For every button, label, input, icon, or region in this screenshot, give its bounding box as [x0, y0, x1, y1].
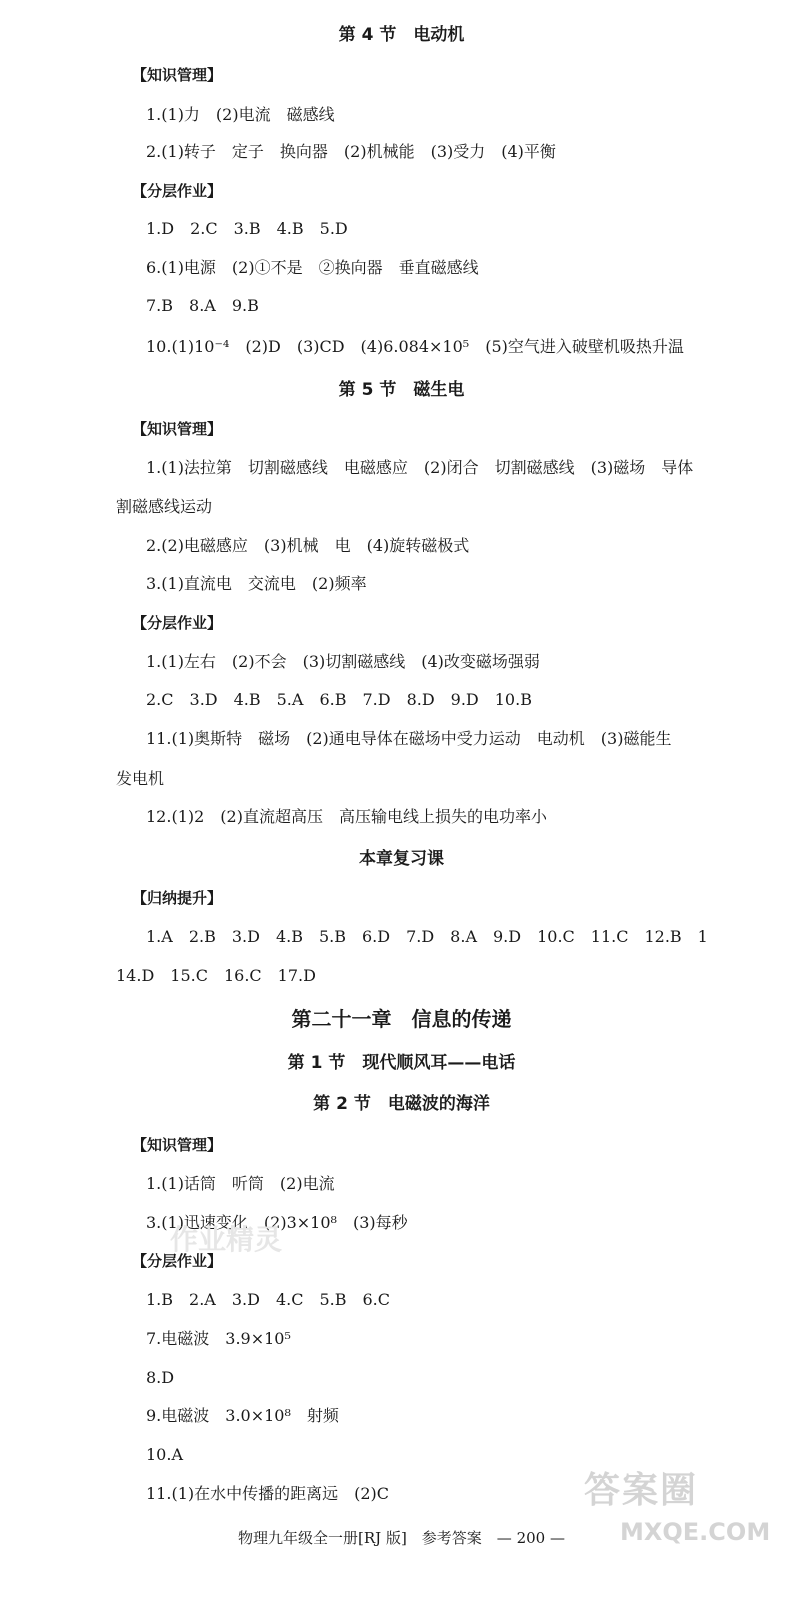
answer-line: 7.电磁波 3.9×10⁵	[146, 1329, 291, 1348]
answer-line: 8.D	[146, 1368, 175, 1387]
answer-line: 1.D 2.C 3.B 4.B 5.D	[146, 219, 348, 238]
label-homework: 【分层作业】	[132, 614, 223, 632]
answer-line: 10.A	[146, 1445, 183, 1464]
watermark-url: MXQE.COM	[620, 1518, 771, 1546]
answer-line: 9.电磁波 3.0×10⁸ 射频	[146, 1406, 339, 1425]
page-footer: 物理九年级全一册[RJ 版] 参考答案 — 200 —	[238, 1529, 565, 1547]
answer-line: 12.(1)2 (2)直流超高压 高压输电线上损失的电功率小	[146, 807, 547, 826]
answer-line-continued: 14.D 15.C 16.C 17.D	[116, 966, 316, 985]
label-knowledge: 【知识管理】	[132, 66, 223, 84]
answer-line: 1.(1)话筒 听筒 (2)电流	[146, 1174, 335, 1193]
label-homework: 【分层作业】	[132, 1252, 223, 1270]
answer-line: 3.(1)迅速变化 (2)3×10⁸ (3)每秒	[146, 1213, 408, 1232]
answer-line: 1.(1)左右 (2)不会 (3)切割磁感线 (4)改变磁场强弱	[146, 652, 540, 671]
watermark-text: 作业精灵	[170, 1223, 283, 1256]
answer-line-continued: 割磁感线运动	[116, 497, 213, 516]
answer-line: 1.B 2.A 3.D 4.C 5.B 6.C	[146, 1290, 390, 1309]
watermark-logo: 答案圈	[584, 1470, 699, 1511]
section-title-4: 第 4 节 电动机	[338, 25, 465, 45]
answer-line: 11.(1)在水中传播的距离远 (2)C	[146, 1484, 390, 1503]
answer-line: 1.(1)力 (2)电流 磁感线	[146, 105, 335, 124]
review-title: 本章复习课	[359, 849, 444, 869]
section-title-2: 第 2 节 电磁波的海洋	[313, 1094, 490, 1114]
label-knowledge: 【知识管理】	[132, 1136, 223, 1154]
answer-line: 2.(2)电磁感应 (3)机械 电 (4)旋转磁极式	[146, 536, 470, 555]
answer-line: 2.C 3.D 4.B 5.A 6.B 7.D 8.D 9.D 10.B	[146, 690, 532, 709]
answer-line: 7.B 8.A 9.B	[146, 296, 259, 315]
label-homework: 【分层作业】	[132, 182, 223, 200]
answer-line: 11.(1)奥斯特 磁场 (2)通电导体在磁场中受力运动 电动机 (3)磁能生	[146, 729, 672, 748]
section-title-1: 第 1 节 现代顺风耳——电话	[287, 1053, 516, 1073]
answer-line-continued: 发电机	[116, 769, 165, 788]
label-knowledge: 【知识管理】	[132, 420, 223, 438]
answer-line: 1.A 2.B 3.D 4.B 5.B 6.D 7.D 8.A 9.D 10.C 11.C 12.B 1	[146, 927, 708, 946]
answer-line: 1.(1)法拉第 切割磁感线 电磁感应 (2)闭合 切割磁感线 (3)磁场 导体	[146, 458, 694, 477]
answer-line: 3.(1)直流电 交流电 (2)频率	[146, 574, 367, 593]
answer-line: 6.(1)电源 (2)①不是 ②换向器 垂直磁感线	[146, 258, 479, 277]
answer-line: 10.(1)10⁻⁴ (2)D (3)CD (4)6.084×10⁵ (5)空气进入破壁机吸热升温	[146, 337, 684, 356]
answer-line: 2.(1)转子 定子 换向器 (2)机械能 (3)受力 (4)平衡	[146, 142, 556, 161]
chapter-title: 第二十一章 信息的传递	[291, 1007, 512, 1031]
label-summary: 【归纳提升】	[132, 889, 223, 907]
section-title-5: 第 5 节 磁生电	[338, 380, 465, 400]
